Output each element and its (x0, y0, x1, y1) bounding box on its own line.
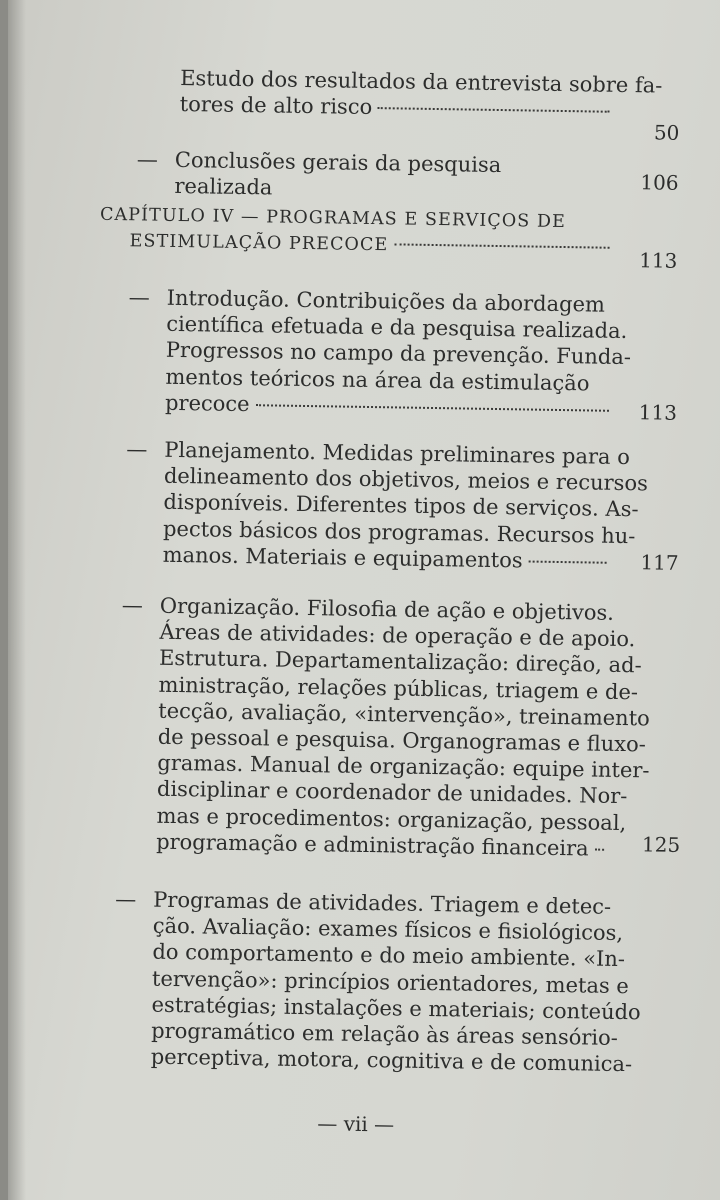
dot-leader (595, 848, 605, 850)
toc-line: de pessoal e pesquisa. Organogramas e fluxo- (157, 724, 647, 757)
toc-line-last (156, 829, 604, 862)
toc-line-last (174, 147, 611, 206)
toc-line: delineamento dos objetivos, meios e recursos (163, 463, 649, 496)
toc-page-number: 125 (641, 832, 681, 857)
em-dash: — (136, 147, 159, 172)
toc-page-number: 50 (653, 120, 680, 145)
toc-line: perceptiva, motora, cognitiva e de comunica- (150, 1044, 633, 1077)
toc-line: programático em relação às áreas sensório- (151, 1018, 619, 1050)
em-dash: — (121, 593, 144, 618)
toc-line: científica efetuada e da pesquisa realizada. (166, 312, 628, 344)
toc-line-text: precoce (164, 390, 250, 416)
toc-line-text: Conclusões gerais da pesquisa realizada (174, 147, 502, 200)
toc-line: Introdução. Contribuições da abordagem (166, 285, 606, 317)
page-footer-numeral: — vii — (317, 1111, 395, 1137)
em-dash: — (115, 887, 137, 912)
toc-line: Estrutura. Departamentalização: direção, ad- (158, 646, 642, 678)
dot-leader (394, 243, 609, 248)
toc-page-number: 106 (640, 170, 679, 195)
toc-line: Planejamento. Medidas preliminares para o (164, 437, 631, 470)
table-of-contents (8, 0, 720, 1200)
toc-entry-programas (115, 887, 641, 1077)
toc-entry-planejamento (126, 437, 649, 575)
chapter-title-text: ESTIMULAÇÃO PRECOCE (129, 231, 389, 256)
toc-line: gramas. Manual de organização: equipe inter- (157, 750, 650, 783)
chapter-title-line: CAPÍTULO IV — PROGRAMAS E SERVIÇOS DE (99, 204, 567, 233)
toc-line: Áreas de atividades: de operação e de apoio. (159, 619, 636, 652)
toc-line-text: tores de alto risco (179, 91, 373, 120)
toc-entry-results-interview (179, 65, 663, 124)
toc-line: mas e procedimentos: organização, pessoal, (156, 803, 627, 835)
toc-entry-conclusions (136, 147, 611, 206)
toc-line: Organização. Filosofia de ação e objetivos. (159, 593, 615, 625)
toc-line: ministração, relações públicas, triagem e de- (158, 672, 639, 704)
toc-line: ção. Avaliação: exames físicos e fisiológicos, (152, 913, 624, 946)
book-page (8, 0, 720, 1200)
toc-line: Progressos no campo da prevenção. Funda- (165, 338, 632, 370)
toc-line: mentos teóricos na área da estimulação (165, 364, 590, 396)
toc-line: tecção, avaliação, «intervenção», treinamento (158, 698, 650, 731)
dot-leader (256, 404, 609, 412)
dot-leader (378, 107, 610, 113)
toc-line: tervenção»: princípios orientadores, metas e (151, 966, 630, 998)
chapter-heading (99, 202, 610, 262)
toc-line: do comportamento e do meio ambiente. «In- (152, 940, 626, 972)
toc-line: Programas de atividades. Triagem e detec- (153, 887, 612, 919)
dot-leader (529, 560, 607, 563)
em-dash: — (128, 285, 150, 310)
toc-line: pectos básicos dos programas. Recursos hu- (162, 516, 636, 548)
toc-line-text: manos. Materiais e equipamentos (162, 542, 523, 573)
toc-line: estratégias; instalações e materiais; conteúdo (151, 992, 641, 1025)
em-dash: — (126, 437, 148, 462)
toc-entry-introducao (128, 285, 632, 423)
toc-page-number: 117 (640, 550, 679, 575)
toc-line: disponíveis. Diferentes tipos de serviços. As- (163, 490, 639, 522)
toc-page-number: 113 (638, 400, 678, 425)
toc-page-number: 113 (638, 248, 678, 273)
toc-line: disciplinar e coordenador de unidades. Nor- (156, 777, 628, 809)
toc-entry-organizacao (121, 593, 650, 862)
toc-line: Estudo dos resultados da entrevista sobre fa- (179, 65, 663, 98)
toc-line-text: programação e administração financeira (155, 829, 589, 861)
